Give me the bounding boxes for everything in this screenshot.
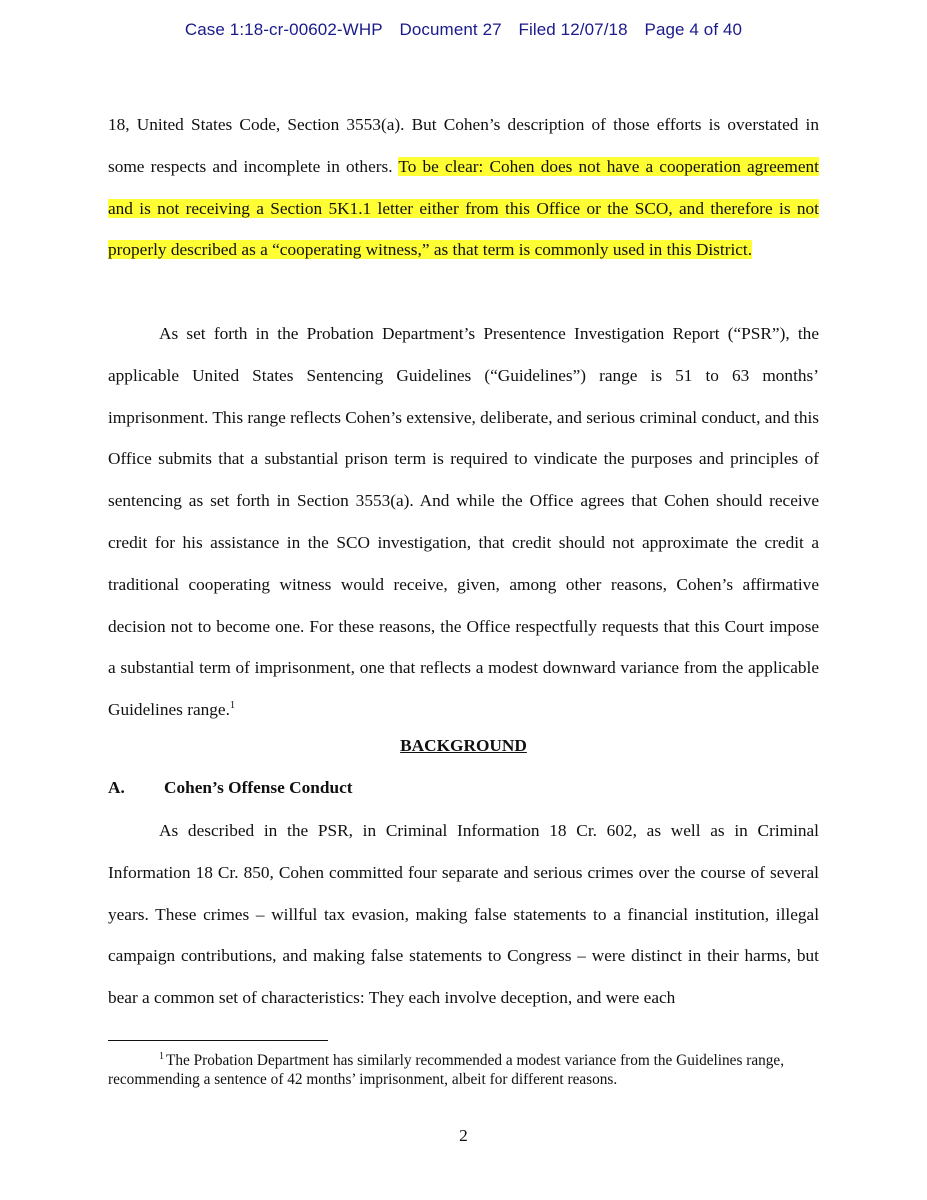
page-number: 2 [459, 1126, 468, 1145]
paragraph-3: As described in the PSR, in Criminal Information 18 Cr. 602, as well as in Criminal Information 18 Cr. 850, Cohen committed four separate and serious crimes over the course of several years. These crimes – willful tax evasion, making false statements to a financial institution, illegal campaign contributions, and making false statements to Congress – were distinct in their harms, but bear a common set of characteristics: They each involve deception, and were each [108, 821, 819, 1008]
footnote-marker: 1 [159, 1050, 164, 1062]
case-number: Case 1:18-cr-00602-WHP [184, 20, 383, 39]
section-heading: BACKGROUND [400, 736, 527, 755]
footnote [108, 1052, 819, 1089]
highlighted-text: To be clear: Cohen does not have a cooperation agreement and is not receiving a Section 5K1.1 letter either from this Office or the SCO, and therefore is not properly described as a “cooperating witness,” as that term is commonly used in this District. [108, 156, 819, 260]
paragraph-2-text: As set forth in the Probation Department’s Presentence Investigation Report (“PSR”), the applicable United States Sentencing Guidelines (“Guidelines”) range is 51 to 63 months’ imprisonment. This range reflects Cohen’s extensive, deliberate, and serious criminal conduct, and this Office submits that a substantial prison term is required to vindicate the purposes and principles of sentencing as set forth in Section 3553(a). And while the Office agrees that Cohen should receive credit for his assistance in the SCO investigation, that credit should not approximate the credit a traditional cooperating witness would receive, given, among other reasons, Cohen’s affirmative decision not to become one. For these reasons, the Office respectfully requests that this Court impose a substantial term of imprisonment, one that reflects a modest downward variance from the applicable Guidelines range. [108, 324, 819, 720]
filing-header [0, 20, 927, 40]
paragraph-1-text: 18, United States Code, Section 3553(a). But Cohen’s description of those efforts is overstated in some respects and incomplete in others. [108, 115, 819, 176]
subsection-title: Cohen’s Offense Conduct [164, 778, 353, 797]
footnote-text: The Probation Department has similarly recommended a modest variance from the Guidelines range, recommending a sentence of 42 months’ imprisonment, albeit for different reasons. [108, 1052, 785, 1088]
footnote-divider [108, 1040, 328, 1041]
subsection-heading [108, 778, 353, 798]
subsection-letter: A. [108, 778, 125, 797]
page-of-total: Page 4 of 40 [644, 20, 743, 39]
document-number: Document 27 [399, 20, 502, 39]
paragraph-1 [108, 104, 819, 271]
footnote-ref[interactable]: 1 [229, 700, 236, 712]
paragraph-2 [108, 313, 819, 731]
filed-date: Filed 12/07/18 [518, 20, 628, 39]
